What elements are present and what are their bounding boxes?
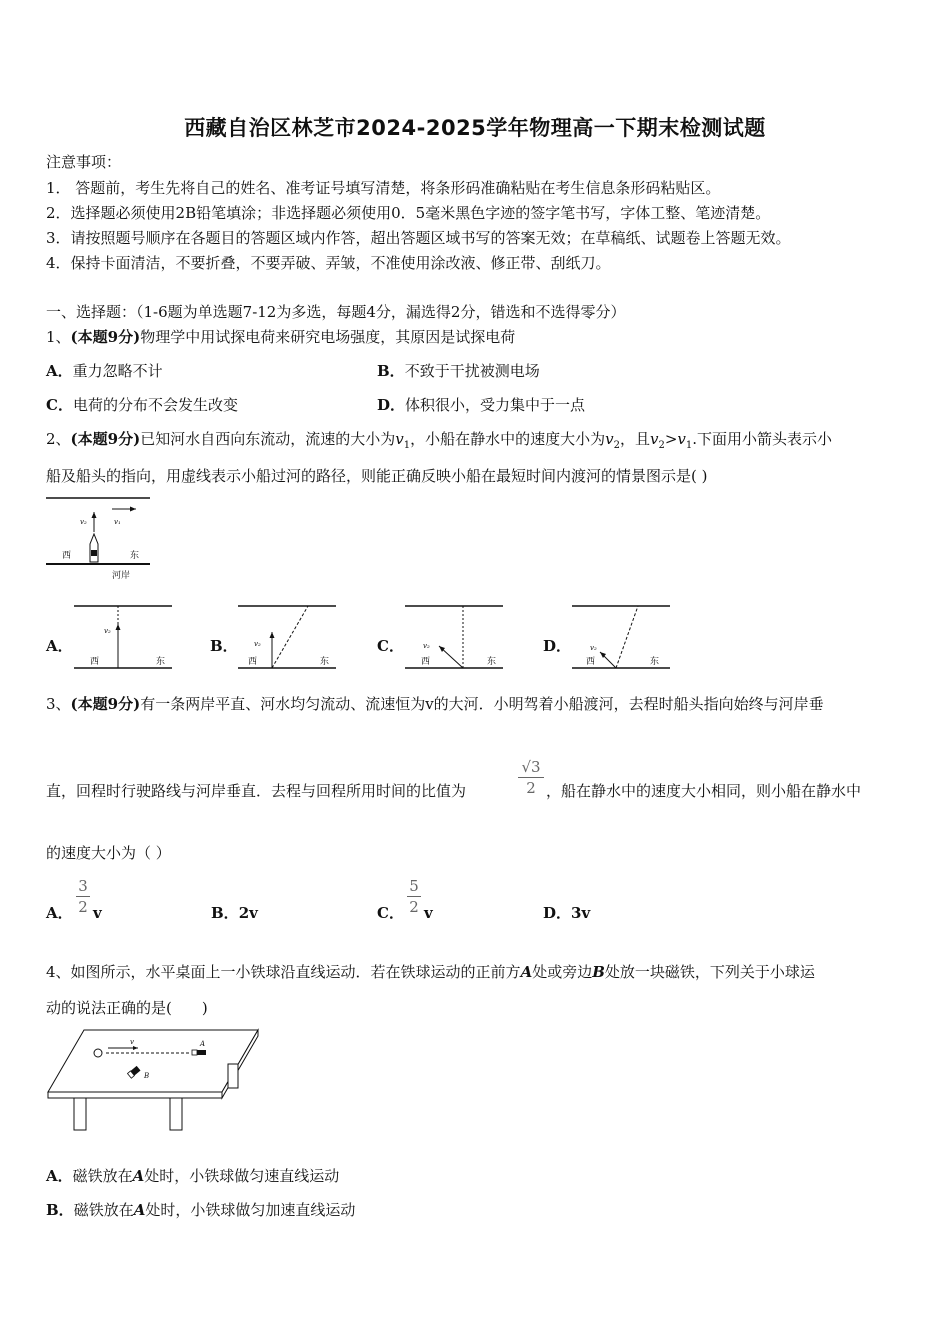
option-letter: D． (377, 396, 406, 414)
question-4-line1 (46, 962, 815, 982)
v2-arrowhead (92, 512, 97, 518)
option-letter: B． (211, 904, 239, 922)
table-leg-front-left (74, 1098, 86, 1130)
notice-heading: 注意事项： (46, 153, 122, 171)
q2-option-a-letter[interactable]: A． (46, 637, 73, 655)
option-text-post: 处时，小铁球做匀速直线运动 (144, 1167, 340, 1185)
table-leg-back-right (228, 1064, 238, 1088)
option-text: 2v (238, 904, 258, 922)
east-label: 东 (320, 657, 330, 667)
q4-text-b: 处或旁边 (532, 963, 593, 981)
boat-icon (90, 534, 98, 562)
q3-ratio-fraction (518, 758, 544, 797)
v2-label: v₂ (590, 644, 597, 652)
option-letter: B． (377, 362, 405, 380)
table-leg-front-right (170, 1098, 182, 1130)
q2-v2: v (605, 430, 614, 448)
q2-option-c-figure[interactable] (403, 602, 507, 672)
q2-cmp-b-sub: 1 (685, 440, 693, 451)
option-point: A (133, 1201, 146, 1219)
q4-num: 4、 (46, 963, 71, 981)
q4-text-a: 如图所示，水平桌面上一小铁球沿直线运动．若在铁球运动的正前方 (70, 963, 521, 981)
west-label: 西 (90, 657, 100, 667)
question-3-line2a: 直，回程时行驶路线与河岸垂直．去程与回程所用时间的比值为 (46, 782, 467, 800)
point-a-label: A (200, 1040, 206, 1048)
question-3-line2b: ，船在静水中的速度大小相同，则小船在静水中 (546, 782, 862, 800)
east-label: 东 (130, 551, 140, 561)
option-letter: B． (46, 1201, 74, 1219)
fraction-bar (407, 896, 421, 897)
q2-text-c: ，且 (619, 430, 650, 448)
question-4-line2: 动的说法正确的是( ) (46, 999, 208, 1017)
question-2-stem (46, 429, 832, 456)
q2-num: 2、 (46, 430, 71, 448)
table-top (48, 1030, 258, 1092)
option-text-pre: 磁铁放在 (73, 1201, 134, 1219)
page-title: 西藏自治区林芝市2024-2025学年物理高一下期末检测试题 (184, 116, 766, 140)
option-text: 不致于干扰被测电场 (404, 362, 540, 380)
q2-river-figure (44, 494, 154, 584)
q2-option-a-figure[interactable] (72, 602, 176, 672)
q3-option-c-letter[interactable]: C． (377, 904, 404, 922)
point-b-label: B (144, 1072, 150, 1080)
q3-tag: (本题9分) (70, 695, 141, 713)
option-letter: D． (543, 904, 572, 922)
fraction-denominator: 2 (409, 898, 419, 916)
fraction-numerator: 5 (409, 877, 419, 895)
option-text: 电荷的分布不会发生改变 (72, 396, 238, 414)
fraction-numerator: 3 (78, 877, 88, 895)
notice-item-4: 4．保持卡面清洁，不要折叠，不要弄破、弄皱，不准使用涂改液、修正带、刮纸刀。 (46, 254, 611, 272)
v2-label: v₂ (80, 518, 87, 526)
q1-option-c[interactable] (46, 395, 238, 415)
v2-label: v₂ (254, 640, 261, 648)
q2-option-c-letter[interactable]: C． (377, 637, 404, 655)
notice-item-2: 2．选择题必须使用2B铅笔填涂；非选择题必须使用0．5毫米黑色字迹的签字笔书写，字体工整、笔迹清楚。 (46, 204, 771, 222)
q4-option-b[interactable] (46, 1200, 355, 1220)
q4-point-a: A (520, 963, 533, 981)
q3-option-d[interactable] (543, 903, 590, 923)
q1-num: 1、 (46, 328, 71, 346)
v2-label: v₂ (104, 627, 111, 635)
v1-label: v₁ (114, 518, 121, 526)
question-3-line1 (46, 694, 824, 714)
q1-option-d[interactable] (377, 395, 585, 415)
option-text-pre: 磁铁放在 (72, 1167, 133, 1185)
v1-arrowhead (130, 507, 136, 512)
q3-option-b[interactable] (211, 903, 258, 923)
option-letter: A． (46, 362, 73, 380)
q2-option-b-figure[interactable] (236, 602, 340, 672)
q2-cmp-a-sub: 2 (658, 440, 665, 451)
q2-text-a: 已知河水自西向东流动，流速的大小为 (140, 430, 396, 448)
fraction-bar (76, 896, 90, 897)
q2-v1-sub: 1 (403, 440, 411, 451)
q4-option-a[interactable] (46, 1166, 339, 1186)
option-text-post: 处时，小铁球做匀加速直线运动 (145, 1201, 356, 1219)
west-label: 西 (421, 657, 431, 667)
table-edge-front (48, 1092, 222, 1098)
path-dashed (616, 606, 638, 668)
q3-option-a-letter[interactable]: A． (46, 904, 73, 922)
q3-option-c-fraction (407, 877, 421, 916)
boat-cabin (91, 550, 97, 556)
q4-point-b: B (592, 963, 605, 981)
q2-v1: v (395, 430, 404, 448)
q4-table-figure (44, 1026, 264, 1134)
v2-arrowhead (116, 624, 121, 630)
q4-text-c: 处放一块磁铁，下列关于小球运 (604, 963, 815, 981)
v2-arrowhead (270, 632, 275, 638)
q1-option-b[interactable] (377, 361, 540, 381)
q1-text: 物理学中用试探电荷来研究电场强度，其原因是试探电荷 (140, 328, 516, 346)
section-heading: 一、选择题：（1-6题为单选题7-12为多选，每题4分，漏选得2分，错选和不选得零分） (46, 303, 626, 321)
west-label: 西 (586, 657, 596, 667)
q2-text-b: ，小船在静水中的速度大小为 (410, 430, 606, 448)
west-label: 西 (62, 551, 72, 561)
path-dashed (272, 606, 308, 668)
q2-cmp-op: > (664, 430, 678, 448)
q3-option-a-suffix: v (93, 904, 102, 922)
q1-option-a[interactable] (46, 361, 163, 381)
east-label: 东 (156, 657, 166, 667)
fraction-denominator: 2 (78, 898, 88, 916)
q2-tag: (本题9分) (70, 430, 141, 448)
question-2-line2: 船及船头的指向，用虚线表示小船过河的路径，则能正确反映小船在最短时间内渡河的情景图示是( ) (46, 467, 708, 485)
iron-ball (94, 1049, 102, 1057)
velocity-label: v (130, 1038, 134, 1046)
q3-option-a-fraction (76, 877, 90, 916)
fraction-bar (518, 777, 544, 778)
q3-text: 有一条两岸平直、河水均匀流动、流速恒为v的大河．小明驾着小船渡河，去程时船头指向始终与河岸垂 (140, 695, 824, 713)
option-text: 3v (571, 904, 591, 922)
q2-cmp-b: v (677, 430, 686, 448)
option-letter: C． (46, 396, 73, 414)
bank-label: 河岸 (112, 571, 131, 581)
q1-tag: (本题9分) (70, 328, 141, 346)
notice-item-1: 1． 答题前，考生先将自己的姓名、准考证号填写清楚，将条形码准确粘贴在考生信息条形码粘贴区。 (46, 179, 721, 197)
east-label: 东 (650, 657, 660, 667)
v2-label: v₂ (423, 642, 430, 650)
question-3-line3: 的速度大小为（ ） (46, 844, 171, 862)
q2-cmp-a: v (649, 430, 659, 448)
notice-item-3: 3．请按照题号顺序在各题目的答题区域内作答，超出答题区域书写的答案无效；在草稿纸、试题卷上答题无效。 (46, 229, 791, 247)
q2-text-d: .下面用小箭头表示小 (692, 430, 833, 448)
q2-option-d-letter[interactable]: D． (543, 637, 572, 655)
question-1-stem (46, 327, 515, 347)
east-label: 东 (487, 657, 497, 667)
west-label: 西 (248, 657, 258, 667)
fraction-numerator: √3 (521, 758, 541, 776)
q2-v2-sub: 2 (613, 440, 620, 451)
option-point: A (132, 1167, 145, 1185)
magnet-a-pole (192, 1050, 197, 1055)
q2-option-d-figure[interactable] (570, 602, 674, 672)
q3-option-c-suffix: v (424, 904, 433, 922)
q3-num: 3、 (46, 695, 71, 713)
option-text: 重力忽略不计 (72, 362, 163, 380)
q2-option-b-letter[interactable]: B． (210, 637, 238, 655)
option-text: 体积很小，受力集中于一点 (405, 396, 586, 414)
fraction-denominator: 2 (526, 779, 536, 797)
option-letter: A． (46, 1167, 73, 1185)
